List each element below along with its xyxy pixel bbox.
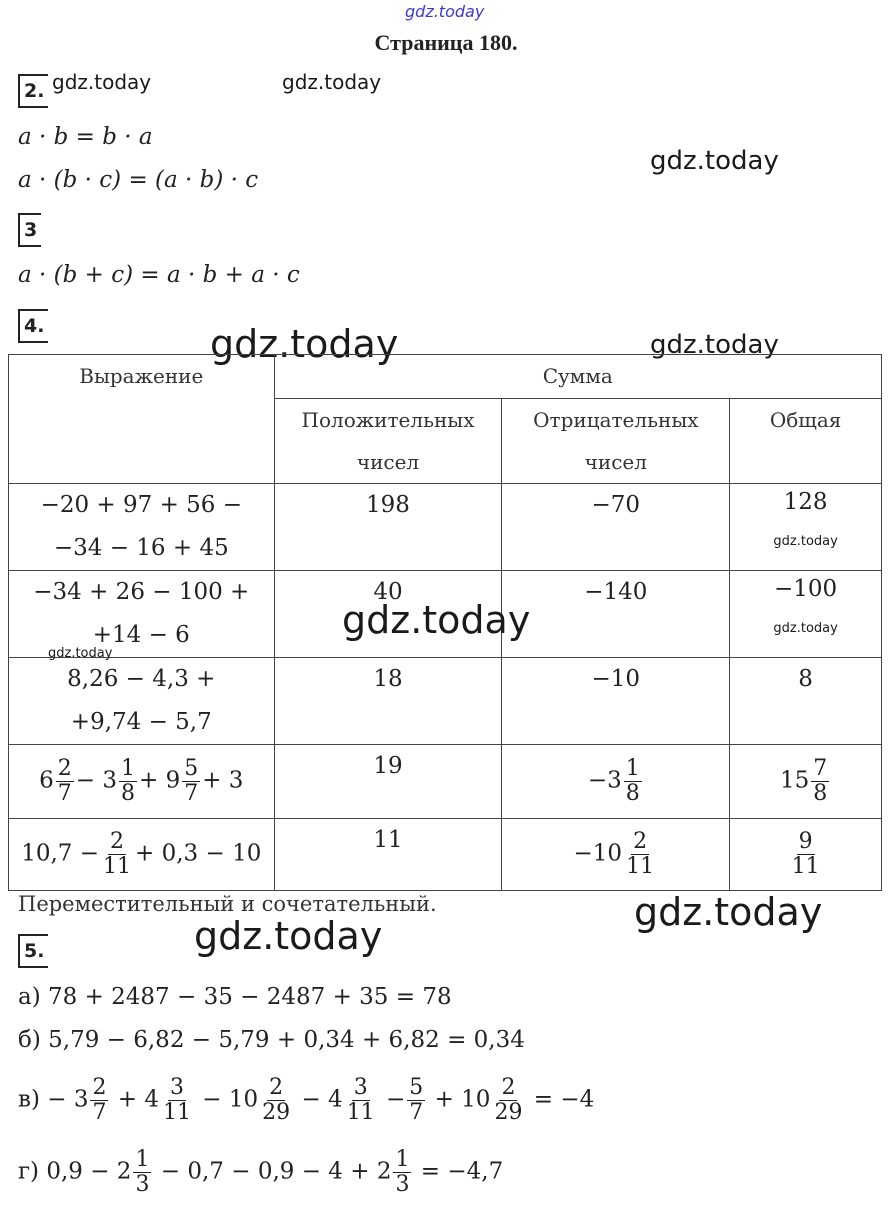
equation: a · b = b · a [18,124,153,150]
header-negative: Отрицательных чисел [502,399,730,484]
header-positive: Положительных чисел [274,399,502,484]
watermark: gdz.today [52,70,152,94]
header-total: Общая [730,399,882,484]
page-title: Страница 180. [374,30,518,55]
equation-g: г) 0,9 − 2 $\frac{1}{3}$ − 0,7 − 0,9 − 4 + 2 $\frac{1}{3}$ = −4,7 [18,1147,504,1197]
watermark: gdz.today [210,322,399,366]
equation: a · (b · c) = (a · b) · c [18,167,259,193]
equation: a · (b + c) = a · b + a · c [18,262,300,288]
watermark: gdz.today [650,330,779,360]
watermark-top: gdz.today [405,2,485,21]
equation-v: в) − 3 $\frac{2}{7}$ + 4 $\frac{3}{11}$ − 10 $\frac{2}{29}$ − 4 $\frac{3}{11}$ − $\frac{5}{7}$ + 10 $\frac{2}{29}$ = −4 [18,1075,595,1125]
answer-text: Переместительный и сочетательный. [18,892,437,916]
equation-b: б) 5,79 − 6,82 − 5,79 + 0,34 + 6,82 = 0,34 [18,1027,525,1053]
header-expression: Выражение [9,355,275,484]
table-row: 10,7 − $\frac{2}{11}$ + 0,3 − 10 11 −10 $\frac{2}{11}$ $\frac{9}{11}$ [9,819,882,891]
watermark: gdz.today [634,890,823,934]
table-row: −20 + 97 + 56 − −34 − 16 + 45 198 −70 128 gdz.today [9,484,882,571]
equation-a: а) 78 + 2487 − 35 − 2487 + 35 = 78 [18,984,452,1010]
watermark: gdz.today [48,646,113,661]
watermark: gdz.today [342,598,531,642]
task-number: 5. [18,934,48,968]
watermark: gdz.today [282,70,382,94]
task-number: 4. [18,309,48,343]
task-number: 3 [18,213,41,247]
table-row: 6 $\frac{2}{7}$ − 3 $\frac{1}{8}$ + 9 $\frac{5}{7}$ + 3 19 −3 $\frac{1}{8}$ 15 $\frac{7}{8}$ [9,745,882,819]
header-sum: Сумма [274,355,881,399]
watermark: gdz.today [650,146,779,176]
task-number: 2. [18,74,48,108]
table-row: 8,26 − 4,3 + +9,74 − 5,7 18 −10 8 [9,658,882,745]
watermark: gdz.today [194,914,383,958]
table-row: −34 + 26 − 100 + +14 − 6 40 −140 −100 gdz.today [9,571,882,658]
